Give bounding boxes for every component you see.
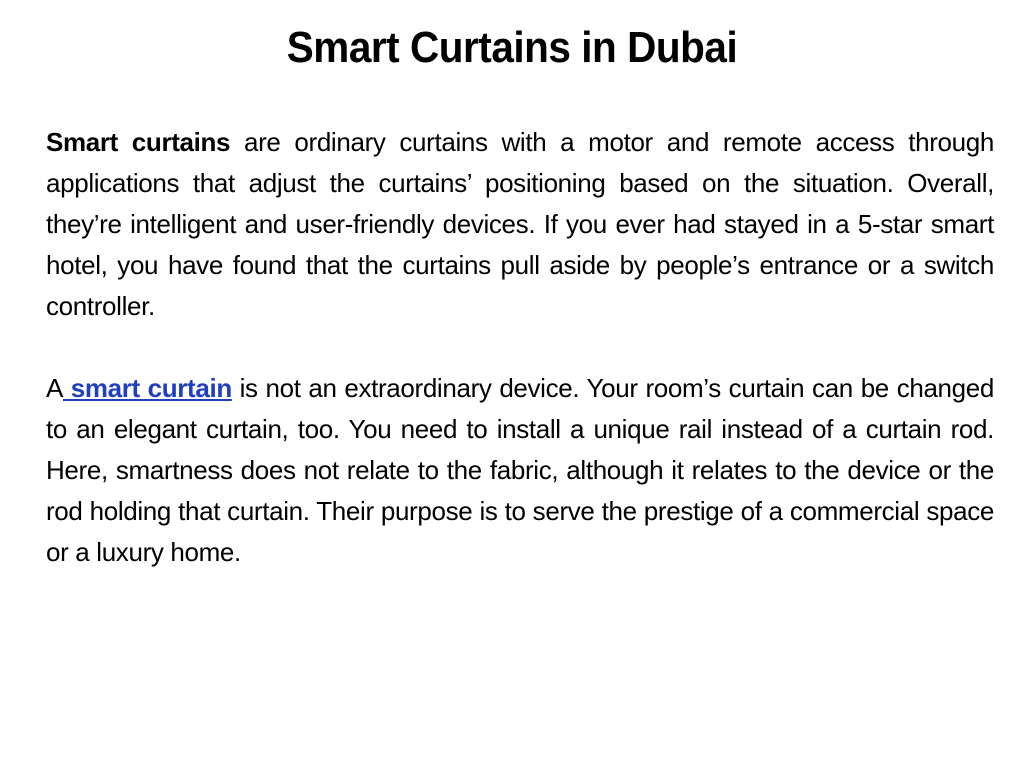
paragraph-2 [46, 368, 994, 573]
paragraph-2-lead: A [46, 373, 63, 403]
slide-body [46, 122, 994, 573]
paragraph-1 [46, 122, 994, 327]
slide-title: Smart Curtains in Dubai [286, 23, 738, 72]
paragraph-1-text: are ordinary curtains with a motor and remote access through applications that adjust the curtains’ positioning based on the situation. Overall, they’re intelligent and user-friendly devices. If you ever had stayed in a 5-star smart hotel, you have found that the curtains pull aside by people’s entrance or a switch controller. [46, 127, 994, 321]
smart-curtain-link[interactable]: smart curtain [63, 373, 232, 403]
paragraph-2-text: is not an extraordinary device. Your room’s curtain can be changed to an elegant curtain, too. You need to install a unique rail instead of a curtain rod. Here, smartness does not relate to the fabric, although it relates to the device or the rod holding that curtain. Their purpose is to serve the prestige of a commercial space or a luxury home. [46, 373, 994, 567]
paragraph-1-lead-bold: Smart curtains [46, 127, 231, 157]
